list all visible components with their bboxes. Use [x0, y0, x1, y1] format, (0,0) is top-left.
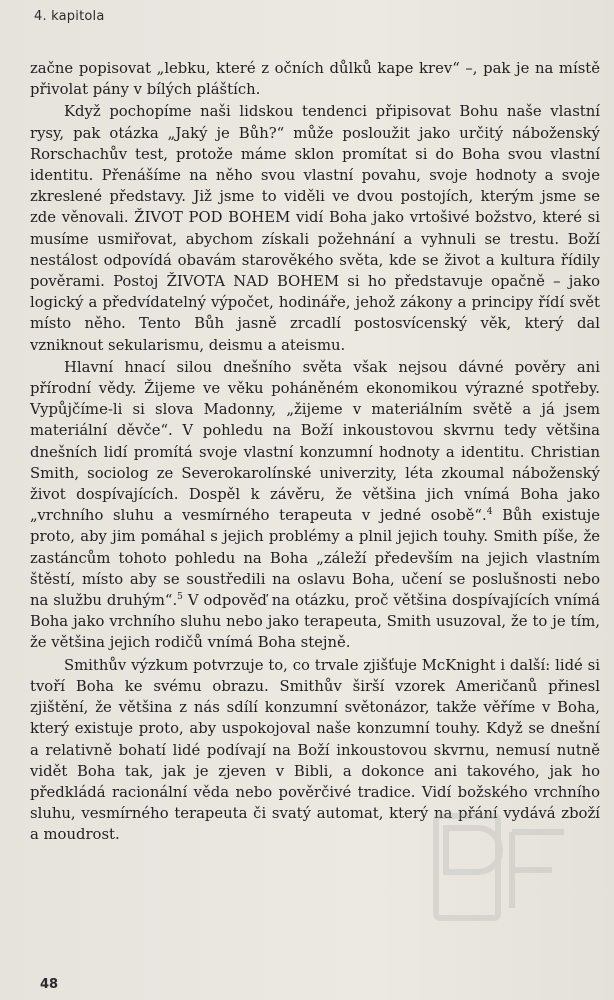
paragraph-3-part-1: Hlavní hnací silou dnešního světa však nejsou dávné pověry ani přírodní vědy. Žijeme ve věku poháněném ekonomikou výrazné spotřeby. Vypůjčíme-li si slova Madonny, „žijeme v materiálním světě a já jsem materiální děvče“. V pohledu na Boží inkoustovou skvrnu tedy většina dnešních lidí promítá svoje vlastní konzumní hodnoty a identitu. Christian Smith, sociolog ze Severokarolínské univerzity, léta zkoumal náboženský život dospívajících. Dospěl k závěru, že většina jich vnímá Boha jako „vrchního sluhu a vesmírného terapeuta v jedné osobě“.: [30, 358, 600, 525]
paragraph-2: Když pochopíme naši lidskou tendenci připisovat Bohu naše vlastní rysy, pak otázka „Jaký je Bůh?“ může posloužit jako určitý náboženský Rorschachův test, protože máme sklon promítat si do Boha svou vlastní identitu. Přenášíme na něho svou vlastní povahu, svoje hodnoty a svoje zkreslené představy. Již jsme to viděli ve dvou postojích, kterým jsme se zde věnovali. ŽIVOT POD BOHEM vidí Boha jako vrtošivé božstvo, které si musíme usmiřovat, abychom získali požehnání a vyhnuli se trestu. Boží nestálost odpovídá obavám starověkého světa, kde se život a kultura řídily pověrami. Postoj ŽIVOTA NAD BOHEM si ho představuje opačně – jako logický a předvídatelný výpočet, hodináře, jehož zákony a principy řídí svět místo něho. Tento Bůh jasně zrcadlí postosvícenský věk, který dal vzniknout sekularismu, deismu a ateismu.: [30, 103, 600, 354]
body-text: [30, 58, 600, 846]
page-number: 48: [40, 977, 59, 992]
running-head: 4. kapitola: [34, 9, 105, 24]
footnote-ref-4[interactable]: 4: [486, 507, 493, 518]
paragraph-4: Smithův výzkum potvrzuje to, co trvale zjišťuje McKnight i další: lidé si tvoří Boha ke svému obrazu. Smithův širší vzorek Američanů přinesl zjištění, že většina z nás sdílí konzumní světonázor, takže věříme v Boha, který existuje proto, aby uspokojoval naše konzumní touhy. Když se dnešní a relativně bohatí lidé podívají na Boží inkoustovou skvrnu, nemusí nutně vidět Boha tak, jak je zjeven v Bibli, a dokonce ani takového, jak ho předkládá racionální věda nebo pověrčivé tradice. Vidí božského vrchního sluhu, vesmírného terapeuta či svatý automat, který na přání vydává zboží a moudrost.: [30, 656, 600, 844]
paragraph-1: začne popisovat „lebku, které z očních důlků kape krev“ –, pak je na místě přivolat pány v bílých pláštích.: [30, 60, 600, 99]
paragraph-3: [30, 357, 600, 654]
paragraph-3-part-2: Bůh existuje proto, aby jim pomáhal s jejich problémy a plnil jejich touhy. Smith píše, že zastáncům tohoto pohledu na Boha „záleží především na jejich vlastním štěstí, místo aby se soustředili na oslavu Boha, učení se poslušnosti nebo na službu druhým“.: [30, 507, 600, 610]
paragraph-3-part-3: V odpověď na otázku, proč většina dospívajících vnímá Boha jako vrchního sluhu nebo jako terapeuta, Smith usuzoval, že to je tím, že většina jejich rodičů vnímá Boha stejně.: [30, 592, 600, 652]
footnote-ref-5[interactable]: 5: [177, 592, 183, 603]
